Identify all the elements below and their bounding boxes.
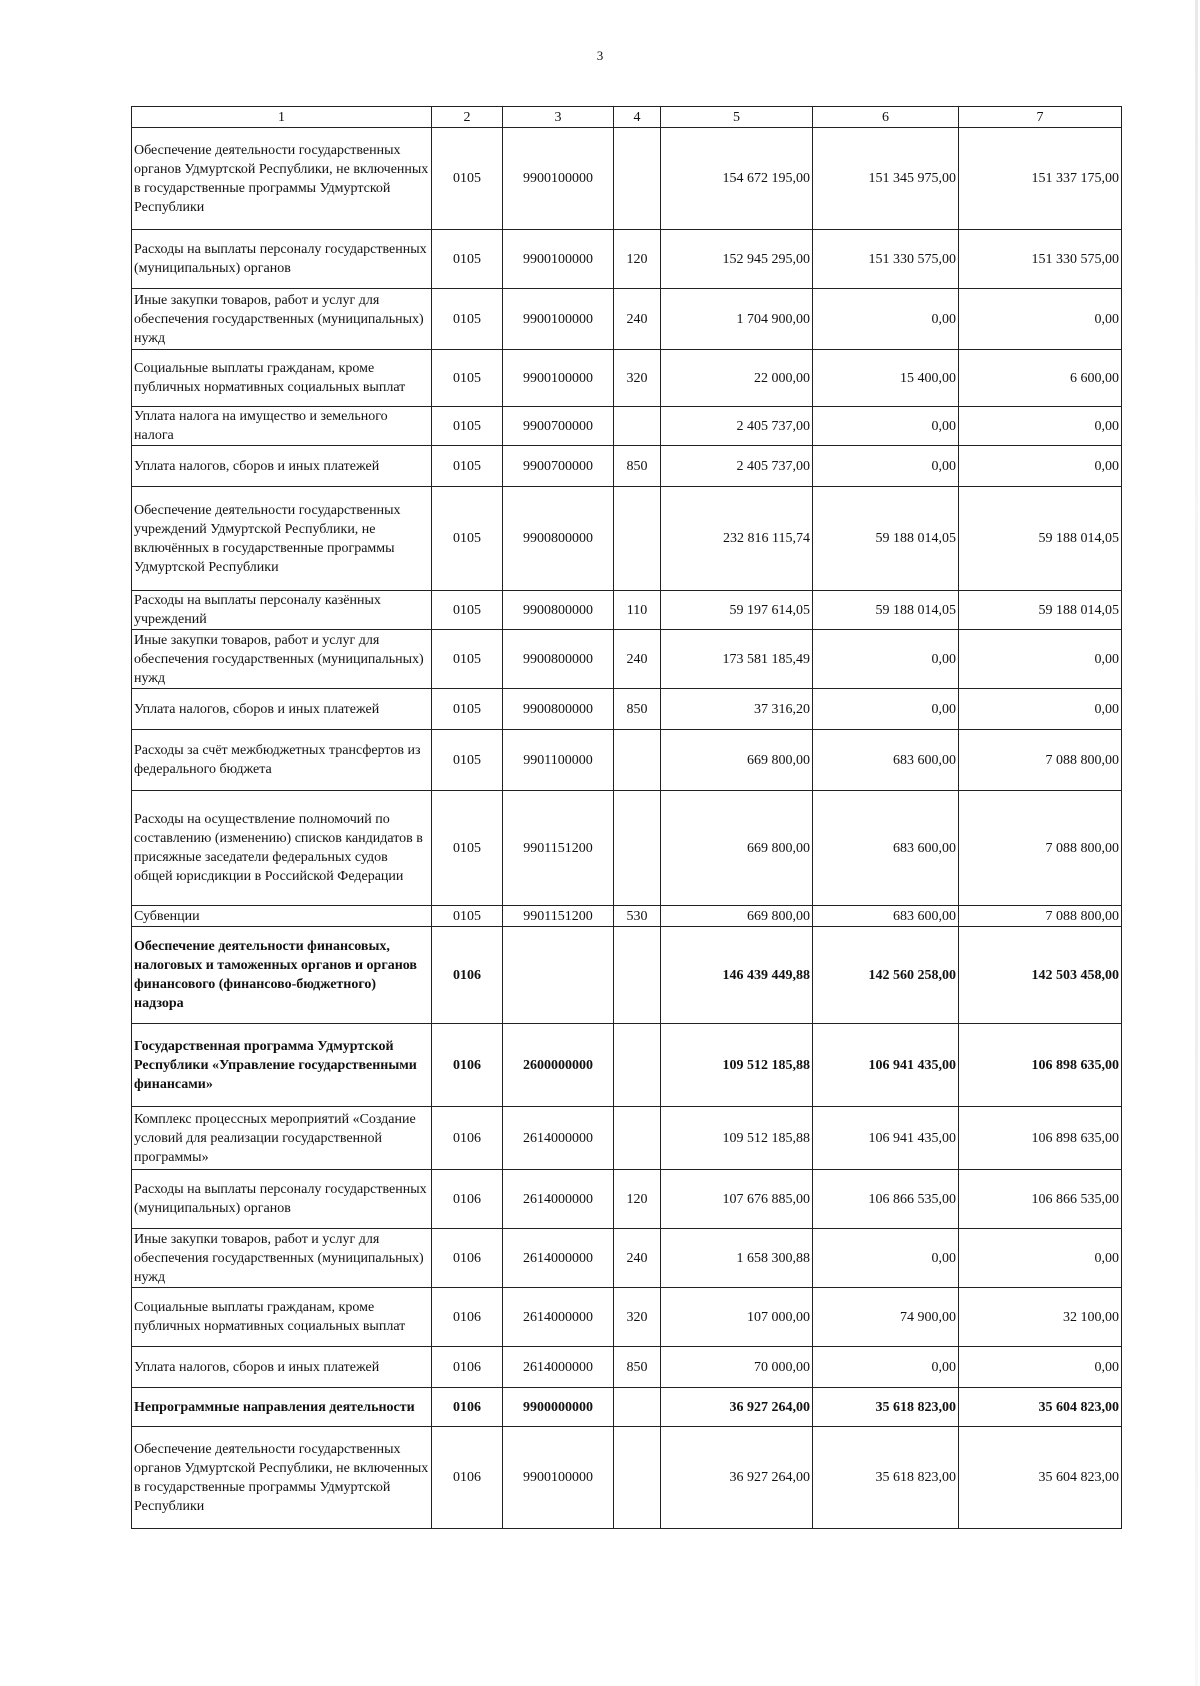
cell-target-code: 9901100000	[503, 730, 614, 791]
cell-name: Расходы на выплаты персоналу государственных (муниципальных) органов	[132, 1170, 432, 1229]
cell-amount-col5: 146 439 449,88	[661, 927, 813, 1024]
cell-amount-col5: 107 676 885,00	[661, 1170, 813, 1229]
cell-name: Социальные выплаты гражданам, кроме публичных нормативных социальных выплат	[132, 1288, 432, 1347]
cell-section-code: 0105	[432, 906, 503, 927]
cell-amount-col7: 7 088 800,00	[959, 730, 1122, 791]
cell-amount-col7: 142 503 458,00	[959, 927, 1122, 1024]
cell-expense-type: 320	[614, 350, 661, 407]
cell-section-code: 0105	[432, 407, 503, 446]
cell-target-code: 9900800000	[503, 487, 614, 591]
cell-amount-col6: 683 600,00	[813, 906, 959, 927]
cell-name: Иные закупки товаров, работ и услуг для обеспечения государственных (муниципальных) нужд	[132, 289, 432, 350]
table-row	[132, 1427, 1122, 1529]
cell-amount-col6: 0,00	[813, 289, 959, 350]
table-row	[132, 1170, 1122, 1229]
cell-amount-col6: 142 560 258,00	[813, 927, 959, 1024]
cell-section-code: 0106	[432, 1427, 503, 1529]
budget-table	[131, 106, 1122, 1529]
cell-amount-col6: 106 941 435,00	[813, 1107, 959, 1170]
table-row	[132, 487, 1122, 591]
cell-amount-col5: 2 405 737,00	[661, 446, 813, 487]
cell-expense-type	[614, 128, 661, 230]
table-row	[132, 630, 1122, 689]
cell-amount-col7: 0,00	[959, 1347, 1122, 1388]
cell-amount-col5: 107 000,00	[661, 1288, 813, 1347]
cell-amount-col7: 35 604 823,00	[959, 1427, 1122, 1529]
cell-amount-col5: 2 405 737,00	[661, 407, 813, 446]
cell-amount-col5: 669 800,00	[661, 730, 813, 791]
header-cell-1: 1	[132, 107, 432, 128]
cell-expense-type: 240	[614, 630, 661, 689]
table-row	[132, 927, 1122, 1024]
cell-amount-col6: 106 866 535,00	[813, 1170, 959, 1229]
table-row	[132, 128, 1122, 230]
cell-amount-col6: 15 400,00	[813, 350, 959, 407]
header-cell-2: 2	[432, 107, 503, 128]
cell-amount-col7: 6 600,00	[959, 350, 1122, 407]
table-row	[132, 591, 1122, 630]
cell-section-code: 0105	[432, 350, 503, 407]
cell-expense-type: 850	[614, 446, 661, 487]
cell-name: Обеспечение деятельности государственных органов Удмуртской Республики, не включенных в государственные программы Удмуртской Республики	[132, 1427, 432, 1529]
cell-name: Расходы за счёт межбюджетных трансфертов из федерального бюджета	[132, 730, 432, 791]
cell-amount-col7: 0,00	[959, 689, 1122, 730]
cell-target-code: 2614000000	[503, 1170, 614, 1229]
cell-name: Расходы на выплаты персоналу государственных (муниципальных) органов	[132, 230, 432, 289]
header-cell-7: 7	[959, 107, 1122, 128]
table-row	[132, 1229, 1122, 1288]
cell-name: Иные закупки товаров, работ и услуг для обеспечения государственных (муниципальных) нужд	[132, 630, 432, 689]
cell-section-code: 0105	[432, 730, 503, 791]
cell-amount-col7: 106 866 535,00	[959, 1170, 1122, 1229]
cell-amount-col6: 0,00	[813, 689, 959, 730]
cell-amount-col5: 232 816 115,74	[661, 487, 813, 591]
cell-amount-col7: 0,00	[959, 446, 1122, 487]
cell-expense-type: 120	[614, 1170, 661, 1229]
table-row	[132, 689, 1122, 730]
cell-target-code: 9900100000	[503, 1427, 614, 1529]
header-cell-6: 6	[813, 107, 959, 128]
cell-name: Уплата налогов, сборов и иных платежей	[132, 446, 432, 487]
cell-expense-type	[614, 791, 661, 906]
cell-target-code: 9901151200	[503, 791, 614, 906]
scan-edge-mark	[1195, 0, 1198, 1686]
cell-amount-col6: 0,00	[813, 630, 959, 689]
cell-target-code: 9900100000	[503, 289, 614, 350]
cell-amount-col5: 109 512 185,88	[661, 1107, 813, 1170]
cell-name: Обеспечение деятельности финансовых, налоговых и таможенных органов и органов финансового (финансово-бюджетного) надзора	[132, 927, 432, 1024]
cell-expense-type	[614, 1107, 661, 1170]
cell-expense-type: 850	[614, 689, 661, 730]
cell-amount-col5: 37 316,20	[661, 689, 813, 730]
cell-name: Расходы на выплаты персоналу казённых учреждений	[132, 591, 432, 630]
cell-section-code: 0105	[432, 230, 503, 289]
cell-name: Социальные выплаты гражданам, кроме публичных нормативных социальных выплат	[132, 350, 432, 407]
cell-section-code: 0105	[432, 446, 503, 487]
cell-amount-col5: 154 672 195,00	[661, 128, 813, 230]
table-row	[132, 730, 1122, 791]
cell-expense-type: 320	[614, 1288, 661, 1347]
cell-name: Уплата налогов, сборов и иных платежей	[132, 1347, 432, 1388]
cell-target-code: 9901151200	[503, 906, 614, 927]
cell-target-code: 2614000000	[503, 1229, 614, 1288]
cell-amount-col7: 0,00	[959, 630, 1122, 689]
cell-amount-col7: 0,00	[959, 1229, 1122, 1288]
table-row	[132, 791, 1122, 906]
cell-amount-col6: 151 345 975,00	[813, 128, 959, 230]
cell-name: Непрограммные направления деятельности	[132, 1388, 432, 1427]
cell-amount-col5: 1 704 900,00	[661, 289, 813, 350]
cell-amount-col5: 669 800,00	[661, 906, 813, 927]
cell-expense-type: 240	[614, 1229, 661, 1288]
cell-name: Расходы на осуществление полномочий по составлению (изменению) списков кандидатов в присяжные заседатели федеральных судов общей юрисдикции в Российской Федерации	[132, 791, 432, 906]
cell-target-code: 9900100000	[503, 230, 614, 289]
cell-amount-col7: 35 604 823,00	[959, 1388, 1122, 1427]
cell-target-code	[503, 927, 614, 1024]
cell-section-code: 0105	[432, 630, 503, 689]
header-cell-3: 3	[503, 107, 614, 128]
cell-amount-col5: 59 197 614,05	[661, 591, 813, 630]
cell-target-code: 9900100000	[503, 128, 614, 230]
cell-section-code: 0106	[432, 1229, 503, 1288]
cell-amount-col7: 59 188 014,05	[959, 591, 1122, 630]
cell-amount-col6: 74 900,00	[813, 1288, 959, 1347]
cell-amount-col6: 0,00	[813, 407, 959, 446]
cell-section-code: 0105	[432, 128, 503, 230]
cell-amount-col6: 0,00	[813, 1347, 959, 1388]
cell-target-code: 2614000000	[503, 1107, 614, 1170]
cell-amount-col5: 1 658 300,88	[661, 1229, 813, 1288]
cell-amount-col6: 59 188 014,05	[813, 591, 959, 630]
cell-expense-type	[614, 1024, 661, 1107]
cell-amount-col7: 7 088 800,00	[959, 906, 1122, 927]
table-body	[132, 107, 1122, 1529]
cell-amount-col6: 0,00	[813, 1229, 959, 1288]
cell-amount-col5: 36 927 264,00	[661, 1427, 813, 1529]
cell-amount-col7: 7 088 800,00	[959, 791, 1122, 906]
cell-amount-col7: 59 188 014,05	[959, 487, 1122, 591]
cell-target-code: 9900000000	[503, 1388, 614, 1427]
cell-target-code: 9900700000	[503, 407, 614, 446]
cell-amount-col6: 683 600,00	[813, 791, 959, 906]
table-row	[132, 230, 1122, 289]
table-row	[132, 1388, 1122, 1427]
cell-expense-type	[614, 927, 661, 1024]
cell-target-code: 2614000000	[503, 1347, 614, 1388]
cell-amount-col5: 22 000,00	[661, 350, 813, 407]
cell-section-code: 0106	[432, 1388, 503, 1427]
cell-section-code: 0106	[432, 1288, 503, 1347]
cell-expense-type: 530	[614, 906, 661, 927]
cell-amount-col6: 151 330 575,00	[813, 230, 959, 289]
cell-expense-type	[614, 1427, 661, 1529]
cell-amount-col7: 106 898 635,00	[959, 1107, 1122, 1170]
cell-amount-col7: 106 898 635,00	[959, 1024, 1122, 1107]
cell-amount-col5: 669 800,00	[661, 791, 813, 906]
cell-amount-col7: 0,00	[959, 289, 1122, 350]
cell-target-code: 9900700000	[503, 446, 614, 487]
cell-target-code: 9900800000	[503, 630, 614, 689]
table-row	[132, 446, 1122, 487]
cell-expense-type: 850	[614, 1347, 661, 1388]
cell-amount-col6: 35 618 823,00	[813, 1427, 959, 1529]
cell-target-code: 9900800000	[503, 591, 614, 630]
cell-name: Обеспечение деятельности государственных органов Удмуртской Республики, не включенных в государственные программы Удмуртской Республики	[132, 128, 432, 230]
cell-name: Иные закупки товаров, работ и услуг для обеспечения государственных (муниципальных) нужд	[132, 1229, 432, 1288]
cell-section-code: 0105	[432, 791, 503, 906]
header-cell-5: 5	[661, 107, 813, 128]
cell-section-code: 0106	[432, 1347, 503, 1388]
table-row	[132, 906, 1122, 927]
table-row	[132, 350, 1122, 407]
cell-amount-col5: 173 581 185,49	[661, 630, 813, 689]
cell-target-code: 9900800000	[503, 689, 614, 730]
table-row	[132, 1107, 1122, 1170]
cell-target-code: 2614000000	[503, 1288, 614, 1347]
table-row	[132, 1024, 1122, 1107]
cell-amount-col6: 683 600,00	[813, 730, 959, 791]
cell-name: Государственная программа Удмуртской Республики «Управление государственными финансами»	[132, 1024, 432, 1107]
cell-name: Уплата налогов, сборов и иных платежей	[132, 689, 432, 730]
cell-section-code: 0105	[432, 487, 503, 591]
cell-amount-col6: 59 188 014,05	[813, 487, 959, 591]
cell-name: Субвенции	[132, 906, 432, 927]
table-row	[132, 407, 1122, 446]
cell-amount-col5: 36 927 264,00	[661, 1388, 813, 1427]
cell-expense-type	[614, 1388, 661, 1427]
cell-target-code: 2600000000	[503, 1024, 614, 1107]
cell-name: Уплата налога на имущество и земельного налога	[132, 407, 432, 446]
table-row	[132, 289, 1122, 350]
cell-section-code: 0106	[432, 1170, 503, 1229]
table-row	[132, 1288, 1122, 1347]
cell-section-code: 0106	[432, 927, 503, 1024]
cell-expense-type	[614, 407, 661, 446]
cell-expense-type: 120	[614, 230, 661, 289]
cell-name: Комплекс процессных мероприятий «Создание условий для реализации государственной программы»	[132, 1107, 432, 1170]
cell-amount-col5: 152 945 295,00	[661, 230, 813, 289]
cell-expense-type: 240	[614, 289, 661, 350]
cell-section-code: 0105	[432, 689, 503, 730]
cell-expense-type: 110	[614, 591, 661, 630]
table-header-row	[132, 107, 1122, 128]
cell-name: Обеспечение деятельности государственных учреждений Удмуртской Республики, не включённых в государственные программы Удмуртской Республики	[132, 487, 432, 591]
cell-section-code: 0106	[432, 1024, 503, 1107]
cell-section-code: 0105	[432, 289, 503, 350]
cell-amount-col6: 35 618 823,00	[813, 1388, 959, 1427]
cell-section-code: 0105	[432, 591, 503, 630]
cell-amount-col7: 151 337 175,00	[959, 128, 1122, 230]
cell-amount-col5: 109 512 185,88	[661, 1024, 813, 1107]
cell-amount-col7: 151 330 575,00	[959, 230, 1122, 289]
cell-target-code: 9900100000	[503, 350, 614, 407]
cell-expense-type	[614, 487, 661, 591]
cell-amount-col6: 106 941 435,00	[813, 1024, 959, 1107]
cell-expense-type	[614, 730, 661, 791]
cell-amount-col7: 0,00	[959, 407, 1122, 446]
cell-amount-col7: 32 100,00	[959, 1288, 1122, 1347]
cell-amount-col5: 70 000,00	[661, 1347, 813, 1388]
cell-amount-col6: 0,00	[813, 446, 959, 487]
table-row	[132, 1347, 1122, 1388]
header-cell-4: 4	[614, 107, 661, 128]
cell-section-code: 0106	[432, 1107, 503, 1170]
page-number: 3	[596, 48, 604, 63]
